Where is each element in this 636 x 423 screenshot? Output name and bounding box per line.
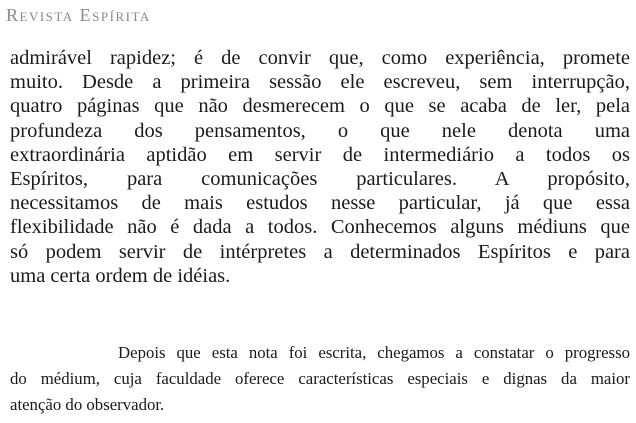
running-header: Revista Espírita xyxy=(6,5,151,25)
text-line: necessitamos de mais estudos nesse particular, já que essa xyxy=(10,192,630,215)
text-line: admirável rapidez; é de convir que, como experiência, promete xyxy=(10,47,630,69)
text-line: muito. Desde a primeira sessão ele escreveu, sem interrupção, xyxy=(10,71,630,94)
text-line: só podem servir de intérpretes a determinados Espíritos e para xyxy=(10,240,630,263)
note-line: do médium, cuja faculdade oferece características especiais e dignas da maior xyxy=(10,369,630,388)
text-line: profundeza dos pensamentos, o que nele denota uma xyxy=(10,119,630,142)
text-line: Espíritos, para comunicações particulares. A propósito, xyxy=(10,167,630,190)
text-line: flexibilidade não é dada a todos. Conhecemos alguns médiuns que xyxy=(10,216,630,239)
text-line: quatro páginas que não desmerecem o que se acaba de ler, pela xyxy=(10,95,630,118)
note-paragraph xyxy=(10,340,630,418)
text-line: uma certa ordem de idéias. xyxy=(10,264,231,287)
main-paragraph xyxy=(10,46,630,288)
note-line: Depois que esta nota foi escrita, chegamos a constatar o progresso xyxy=(118,343,630,362)
text-line: extraordinária aptidão em servir de intermediário a todos os xyxy=(10,143,630,166)
note-line: atenção do observador. xyxy=(10,395,165,414)
